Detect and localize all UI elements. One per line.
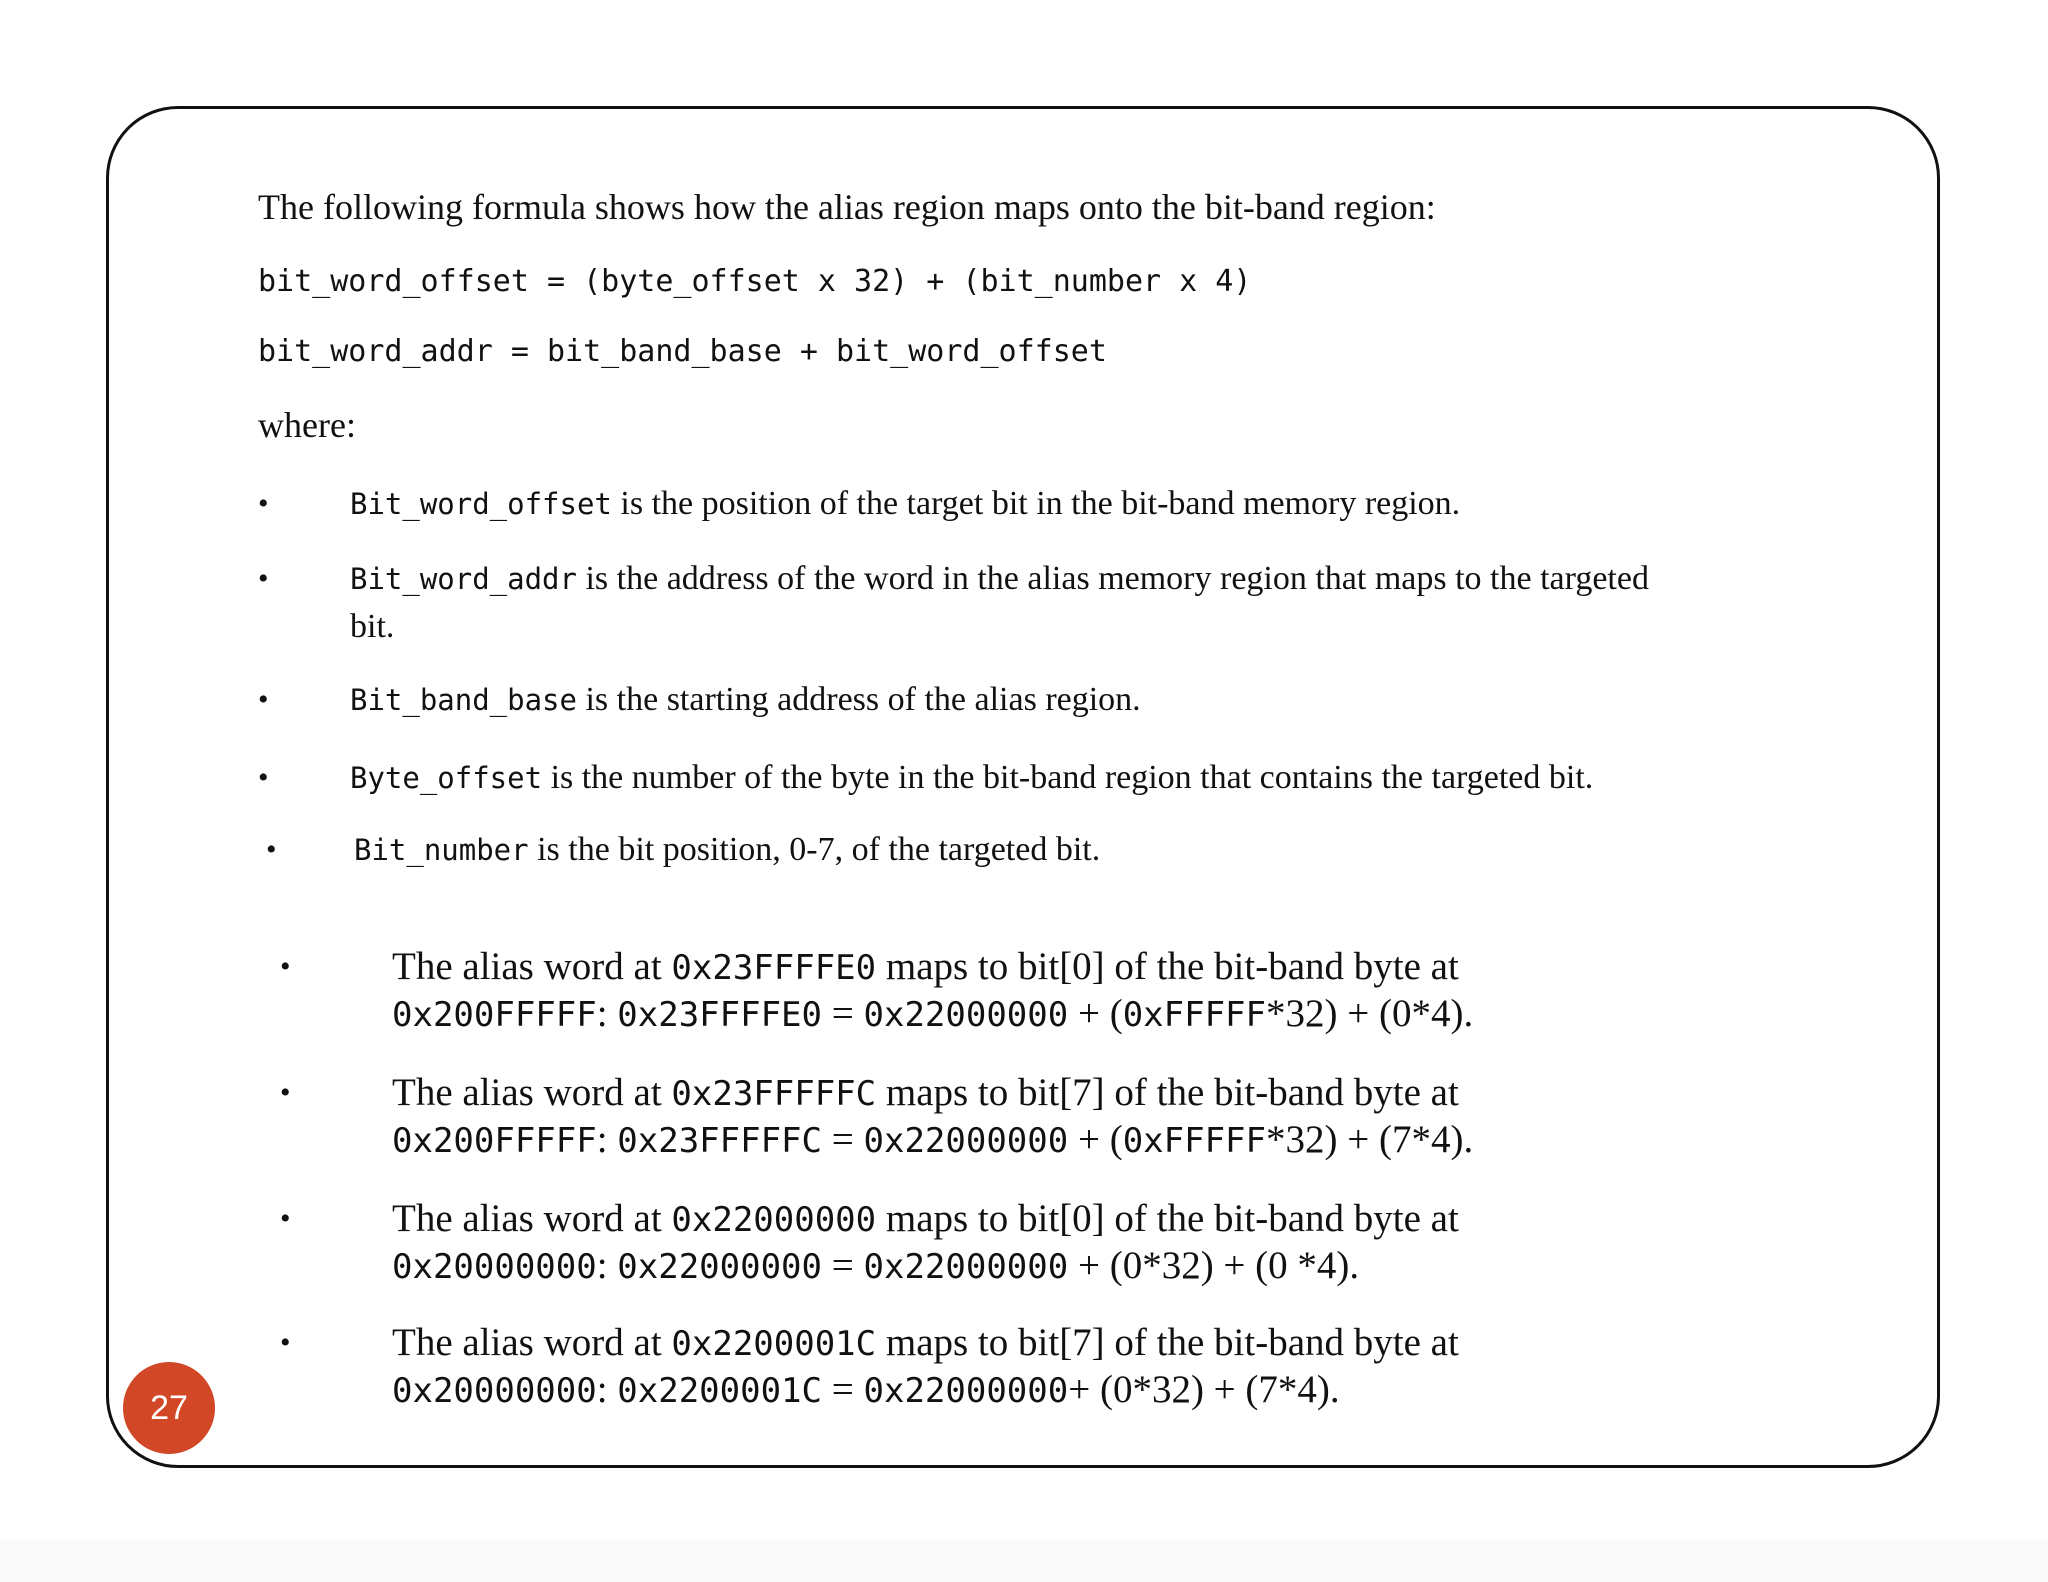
bullet-icon: • (258, 562, 269, 595)
equation-plus: + ( (1068, 1368, 1113, 1411)
definition-term: Bit_word_addr (350, 562, 577, 596)
example-middle: maps to bit[7] of the bit-band byte at (876, 1321, 1459, 1364)
example-prefix: The alias word at (392, 1071, 672, 1114)
alias-address: 0x23FFFFFC (671, 1074, 877, 1114)
bullet-icon: • (280, 1076, 291, 1109)
equation-lhs: 0x23FFFFFC (617, 1121, 822, 1161)
equation-lhs: 0x23FFFFE0 (617, 995, 822, 1035)
example-colon: : (596, 1368, 618, 1411)
byte-address: 0x20000000 (392, 1371, 597, 1411)
formula-bit-word-offset: bit_word_offset = (byte_offset x 32) + (bit_number x 4) (258, 264, 1252, 299)
example-middle: maps to bit[7] of the bit-band byte at (876, 1071, 1459, 1114)
equation-base: 0x22000000 (863, 1247, 1069, 1287)
definition-text (350, 676, 1750, 724)
byte-address: 0x200FFFFF (392, 995, 597, 1035)
bullet-icon: • (280, 1326, 291, 1359)
equation-plus: + ( (1068, 1118, 1123, 1161)
definition-body: is the bit position, 0-7, of the targeted bit. (528, 831, 1101, 868)
equation-base: 0x22000000 (863, 995, 1069, 1035)
bullet-icon: • (258, 683, 269, 716)
example-prefix: The alias word at (392, 1197, 672, 1240)
page-number-badge: 27 (123, 1362, 215, 1454)
example-middle: maps to bit[0] of the bit-band byte at (876, 945, 1459, 988)
equation-lhs: 0x22000000 (617, 1247, 822, 1287)
example-text (392, 944, 1732, 1038)
example-colon: : (596, 992, 618, 1035)
definition-term: Bit_band_base (350, 683, 577, 717)
example-colon: : (596, 1244, 618, 1287)
definition-body: is the address of the word in the alias memory region that maps to the targeted bit. (350, 560, 1649, 645)
definition-text (350, 480, 1750, 528)
equation-offset: 0xFFFFF (1122, 1121, 1266, 1161)
definition-term: Bit_number (354, 833, 529, 867)
definition-body: is the number of the byte in the bit-band region that contains the targeted bit. (542, 759, 1594, 796)
definition-text (350, 555, 1680, 651)
example-prefix: The alias word at (392, 945, 672, 988)
bullet-icon: • (258, 761, 269, 794)
example-text (392, 1070, 1732, 1164)
equation-rest: 0*32) + (7*4). (1112, 1368, 1340, 1411)
bullet-icon: • (280, 1202, 291, 1235)
intro-text: The following formula shows how the alias region maps onto the bit-band region: (258, 187, 1436, 227)
equation-plus: + ( (1068, 992, 1123, 1035)
where-label: where: (258, 405, 356, 445)
definition-term: Byte_offset (350, 761, 543, 795)
byte-address: 0x20000000 (392, 1247, 597, 1287)
equals-sign: = (822, 1244, 864, 1287)
alias-address: 0x23FFFFE0 (671, 948, 877, 988)
bullet-icon: • (258, 487, 269, 520)
equation-base: 0x22000000 (863, 1121, 1069, 1161)
equation-lhs: 0x2200001C (617, 1371, 822, 1411)
definition-text (354, 826, 1754, 874)
equation-rest: 0*32) + (0 *4). (1122, 1244, 1360, 1287)
alias-address: 0x2200001C (671, 1324, 877, 1364)
example-colon: : (596, 1118, 618, 1161)
definition-body: is the starting address of the alias region. (576, 681, 1141, 718)
equation-base: 0x22000000 (863, 1371, 1069, 1411)
definition-term: Bit_word_offset (350, 487, 612, 521)
example-text (392, 1320, 1732, 1414)
equation-plus: + ( (1068, 1244, 1123, 1287)
definition-body: is the position of the target bit in the bit-band memory region. (611, 485, 1461, 522)
equals-sign: = (822, 992, 864, 1035)
bullet-icon: • (280, 950, 291, 983)
byte-address: 0x200FFFFF (392, 1121, 597, 1161)
equation-rest: *32) + (7*4). (1265, 1118, 1474, 1161)
definition-text (350, 754, 1750, 802)
equation-rest: *32) + (0*4). (1265, 992, 1474, 1035)
example-middle: maps to bit[0] of the bit-band byte at (876, 1197, 1459, 1240)
bullet-icon: • (266, 833, 277, 866)
equals-sign: = (822, 1368, 864, 1411)
example-prefix: The alias word at (392, 1321, 672, 1364)
formula-bit-word-addr: bit_word_addr = bit_band_base + bit_word_offset (258, 334, 1107, 369)
equals-sign: = (822, 1118, 864, 1161)
example-text (392, 1196, 1732, 1290)
alias-address: 0x22000000 (671, 1200, 877, 1240)
equation-offset: 0xFFFFF (1122, 995, 1266, 1035)
